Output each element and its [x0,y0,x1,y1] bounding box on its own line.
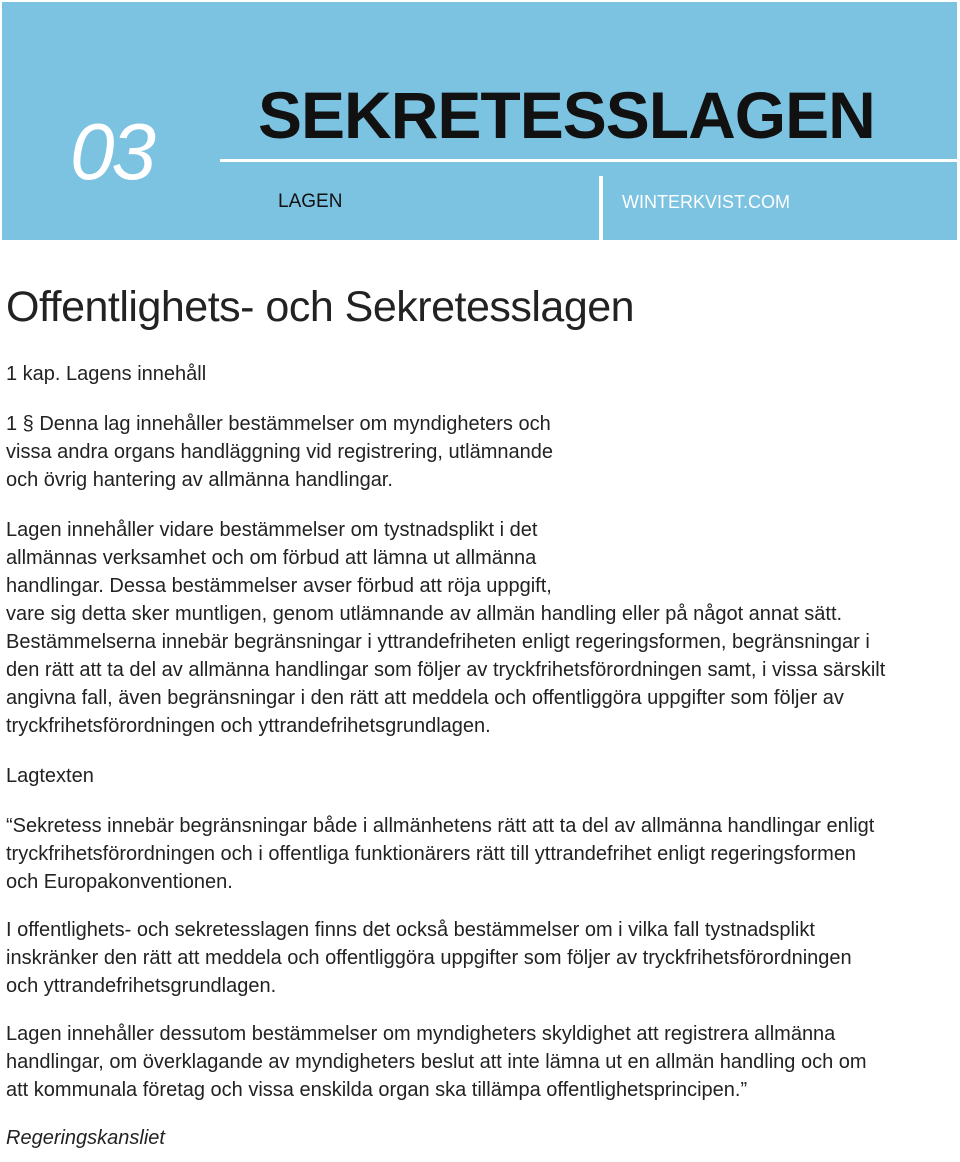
page-title: SEKRETESSLAGEN [258,78,875,152]
paragraph-line: den rätt att ta del av allmänna handlingar som följer av tryckfrihetsförordningen samt, i vissa särskilt [6,659,886,681]
paragraph-1 [6,410,954,494]
quote-paragraph-2 [6,916,954,1000]
chapter-number: 03 [70,107,153,196]
paragraph-line: vare sig detta sker muntligen, genom utlämnande av allmän handling eller på något annat sätt. [6,603,843,625]
header-banner [2,2,957,240]
document-body [6,280,954,1152]
paragraph-line: Bestämmelserna innebär begränsningar i yttrandefriheten enligt regeringsformen, begränsningar i [6,631,870,653]
category-label: LAGEN [278,191,343,212]
quote-line: handlingar, om överklagande av myndigheters beslut att inte lämna ut en allmän handling och om [6,1051,867,1073]
paragraph-line: vissa andra organs handläggning vid registrering, utlämnande [6,441,554,463]
banner-divider-horizontal [220,159,959,162]
website-label: WINTERKVIST.COM [622,192,791,212]
quote-paragraph-3 [6,1020,954,1104]
source-attribution: Regeringskansliet [6,1127,165,1149]
paragraph-line: Lagen innehåller vidare bestämmelser om tystnadsplikt i det [6,519,538,541]
quote-line: I offentlighets- och sekretesslagen finns det också bestämmelser om i vilka fall tystnadsplikt [6,919,815,941]
quote-line: och Europakonventionen. [6,871,233,893]
quote-line: Lagen innehåller dessutom bestämmelser om myndigheters skyldighet att registrera allmänna [6,1023,836,1045]
quote-line: “Sekretess innebär begränsningar både i allmänhetens rätt att ta del av allmänna handlingar enligt [6,815,875,837]
document-title: Offentlighets- och Sekretesslagen [6,283,635,331]
quote-line: att kommunala företag och vissa enskilda organ ska tillämpa offentlighetsprincipen.” [6,1079,748,1101]
quote-line: inskränker den rätt att meddela och offentliggöra uppgifter som följer av tryckfrihetsförordningen [6,947,852,969]
quote-line: och yttrandefrihetsgrundlagen. [6,975,277,997]
paragraph-line: 1 § Denna lag innehåller bestämmelser om myndigheters och [6,413,551,435]
chapter-heading: 1 kap. Lagens innehåll [6,363,207,385]
paragraph-2 [6,516,954,740]
paragraph-line: och övrig hantering av allmänna handlingar. [6,469,393,491]
paragraph-line: angivna fall, även begränsningar i den rätt att meddela och offentliggöra uppgifter som följer av [6,687,844,709]
quote-line: tryckfrihetsförordningen och i offentliga funktionärers rätt till yttrandefrihet enligt regeringsformen [6,843,857,865]
quote-paragraph-1 [6,812,954,896]
lagtexten-heading: Lagtexten [6,765,94,787]
paragraph-line: handlingar. Dessa bestämmelser avser förbud att röja uppgift, [6,575,552,597]
paragraph-line: tryckfrihetsförordningen och yttrandefrihetsgrundlagen. [6,715,491,737]
paragraph-line: allmännas verksamhet och om förbud att lämna ut allmänna [6,547,537,569]
banner-divider-vertical [599,176,603,242]
